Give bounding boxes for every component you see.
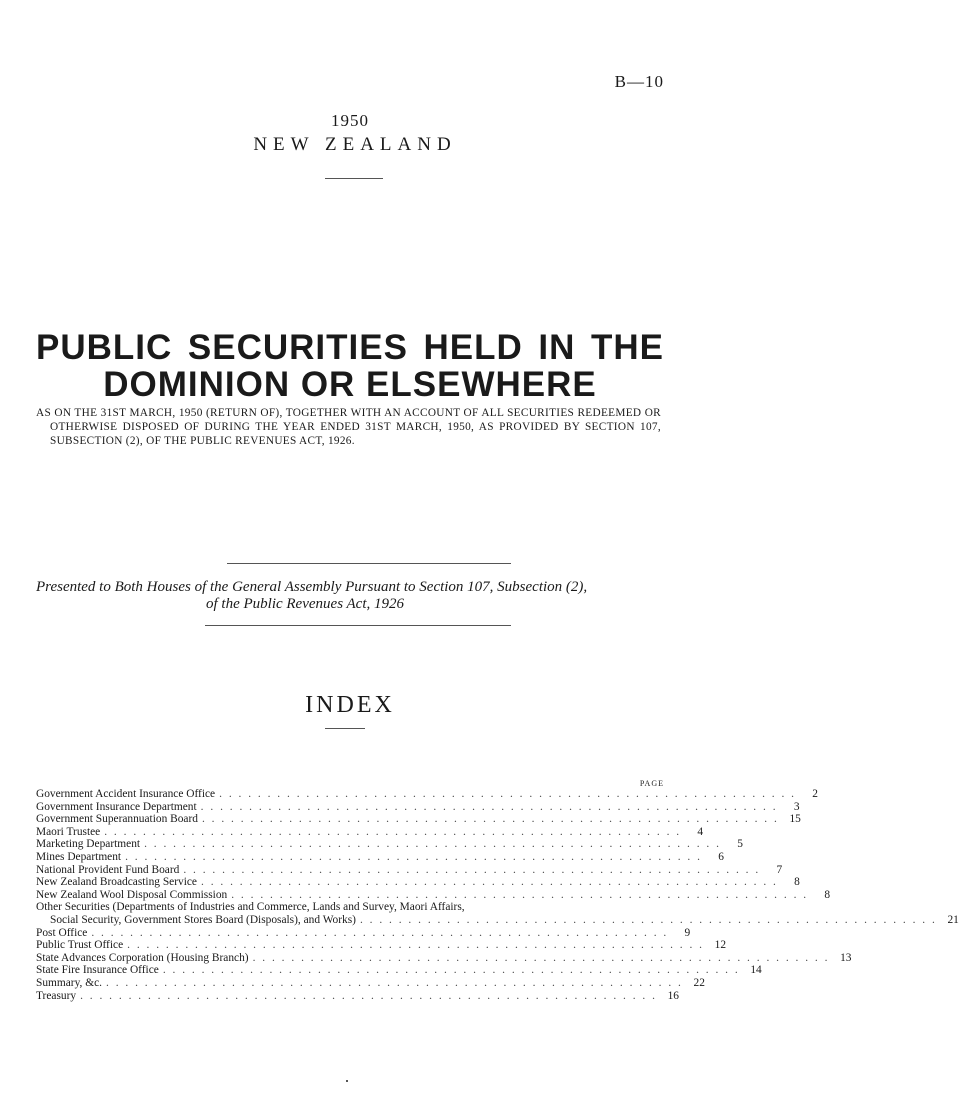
index-entry — [36, 939, 727, 952]
index-entry-page: 12 — [714, 939, 727, 952]
main-title-line-1 — [36, 328, 664, 368]
dot-leader: . . . . . . . . . . . . . . . . . . . . . . . . . . . . . . . . . . . . . . . . . . . . . . . . . . . . . . . . . . . . — [144, 838, 721, 851]
dot-leader: . . . . . . . . . . . . . . . . . . . . . . . . . . . . . . . . . . . . . . . . . . . . . . . . . . . . . . . . . . . . — [104, 825, 682, 838]
index-entry — [36, 964, 762, 977]
index-entry-label: New Zealand Broadcasting Service — [36, 876, 197, 889]
title-word: PUBLIC — [36, 328, 173, 367]
title-word: HELD — [423, 328, 523, 367]
index-entry-label: Post Office — [36, 926, 88, 939]
index-entry-label: National Provident Fund Board — [36, 863, 180, 876]
dot-leader: . . . . . . . . . . . . . . . . . . . . . . . . . . . . . . . . . . . . . . . . . . . . . . . . . . . . . . . . . . . . — [201, 876, 778, 889]
index-entry-label: Treasury — [36, 989, 77, 1002]
index-entry-continuation — [36, 913, 959, 927]
index-entry — [36, 838, 743, 851]
dot-leader: . . . . . . . . . . . . . . . . . . . . . . . . . . . . . . . . . . . . . . . . . . . . . . . . . . . . . . . . . . . . — [200, 800, 778, 813]
dot-leader: . . . . . . . . . . . . . . . . . . . . . . . . . . . . . . . . . . . . . . . . . . . . . . . . . . . . . . . . . . . . — [125, 850, 702, 863]
index-entry-page: 4 — [697, 825, 704, 838]
index-entry-label: State Fire Insurance Office — [36, 964, 159, 977]
index-entry-label: Maori Trustee — [36, 825, 101, 838]
index-entry-page: 5 — [737, 838, 743, 851]
index-entry-label-continued: Social Security, Government Stores Board (Disposals), and Works) — [50, 913, 356, 926]
presented-line-1: Presented to Both Houses of the General Assembly Pursuant to Section 107, Subsection (2), — [36, 579, 588, 595]
index-entry-page: 15 — [789, 813, 801, 826]
index-entry-page: 2 — [812, 788, 818, 800]
index-entry — [36, 813, 801, 826]
index-entry-page: 21 — [947, 913, 959, 926]
index-entry-page: 8 — [824, 888, 831, 901]
title-word: SECURITIES — [187, 328, 408, 367]
index-entry — [36, 800, 800, 814]
index-entry-label: Summary, &c. — [36, 976, 103, 989]
dot-leader: . . . . . . . . . . . . . . . . . . . . . . . . . . . . . . . . . . . . . . . . . . . . . . . . . . . . . . . . . . . . — [106, 976, 683, 989]
document-year: 1950 — [331, 111, 369, 130]
index-entry — [36, 850, 724, 864]
dot-leader: . . . . . . . . . . . . . . . . . . . . . . . . . . . . . . . . . . . . . . . . . . . . . . . . . . . . . . . . . . . . — [183, 863, 761, 876]
document-subtitle: AS ON THE 31ST MARCH, 1950 (RETURN OF), TOGETHER WITH AN ACCOUNT OF ALL SECURITIES REDEEMED OR OTHERWISE DISPOSED OF DURING THE YEAR ENDED 31ST MARCH, 1950, AS PROVIDED BY SECTION 107, SUBSECTION (2), OF THE PUBLIC REVENUES ACT, 1926. — [36, 407, 661, 447]
dot-leader: . . . . . . . . . . . . . . . . . . . . . . . . . . . . . . . . . . . . . . . . . . . . . . . . . . . . . . . . . . . . — [231, 888, 809, 901]
index-entry-label: New Zealand Wool Disposal Commission — [36, 888, 228, 901]
index-entry — [36, 863, 783, 877]
title-word: THE — [590, 328, 664, 367]
index-entry — [36, 926, 691, 940]
country-heading: NEW ZEALAND — [253, 134, 457, 155]
dot-leader: . . . . . . . . . . . . . . . . . . . . . . . . . . . . . . . . . . . . . . . . . . . . . . . . . . . . . . . . . . . . — [219, 788, 796, 800]
index-entry-label: Government Superannuation Board — [36, 813, 198, 826]
index-entry-page: 7 — [776, 863, 783, 876]
index-entry — [36, 876, 800, 889]
dot-leader: . . . . . . . . . . . . . . . . . . . . . . . . . . . . . . . . . . . . . . . . . . . . . . . . . . . . . . . . . . . . — [127, 939, 705, 952]
index-entry — [36, 825, 704, 839]
dot-leader: . . . . . . . . . . . . . . . . . . . . . . . . . . . . . . . . . . . . . . . . . . . . . . . . . . . . . . . . . . . . — [201, 813, 779, 826]
index-entry-label: Marketing Department — [36, 838, 141, 851]
index-entry-page: 22 — [693, 976, 705, 989]
dot-leader: . . . . . . . . . . . . . . . . . . . . . . . . . . . . . . . . . . . . . . . . . . . . . . . . . . . . . . . . . . . . — [80, 989, 657, 1002]
index-entry — [36, 888, 831, 902]
index-entry-page: 8 — [794, 876, 800, 889]
index-entry-label: Government Accident Insurance Office — [36, 788, 216, 800]
index-entry — [36, 976, 705, 990]
page-mark — [346, 1080, 348, 1082]
index-entry-label: Other Securities (Departments of Industries and Commerce, Lands and Survey, Maori Affairs, — [36, 901, 465, 914]
index-title: INDEX — [305, 692, 395, 718]
index-entry-label: Mines Department — [36, 850, 122, 863]
index-entry — [36, 788, 818, 801]
index-divider — [325, 728, 365, 729]
index-entry — [36, 901, 668, 914]
index-entry-label: Government Insurance Department — [36, 800, 197, 813]
presented-line-2: of the Public Revenues Act, 1926 — [206, 596, 404, 612]
header-divider — [325, 178, 383, 179]
index-entry-page: 6 — [718, 850, 724, 863]
presented-top-divider — [227, 563, 511, 564]
index-entry-page: 14 — [750, 964, 762, 977]
document-reference: B—10 — [614, 72, 664, 91]
dot-leader: . . . . . . . . . . . . . . . . . . . . . . . . . . . . . . . . . . . . . . . . . . . . . . . . . . . . . . . . . . . . — [91, 926, 669, 939]
index-entry-page: 3 — [793, 800, 800, 813]
presented-statement — [36, 579, 666, 613]
index-entry — [36, 989, 679, 1003]
dot-leader: . . . . . . . . . . . . . . . . . . . . . . . . . . . . . . . . . . . . . . . . . . . . . . . . . . . . . . . . . . . . — [359, 913, 937, 926]
index-list — [36, 788, 959, 1002]
index-entry-page: 9 — [684, 926, 691, 939]
index-entry-label: State Advances Corporation (Housing Branch) — [36, 951, 249, 964]
dot-leader: . . . . . . . . . . . . . . . . . . . . . . . . . . . . . . . . . . . . . . . . . . . . . . . . . . . . . . . . . . . . — [162, 964, 740, 977]
page-column-header: PAGE — [639, 779, 664, 788]
title-word: IN — [538, 328, 576, 367]
presented-bottom-divider — [205, 625, 511, 626]
main-title-line-2: DOMINION OR ELSEWHERE — [103, 365, 597, 404]
dot-leader: . . . . . . . . . . . . . . . . . . . . . . . . . . . . . . . . . . . . . . . . . . . . . . . . . . . . . . . . . . . . — [252, 951, 830, 964]
index-entry-page: 13 — [840, 951, 852, 964]
index-entry-label: Public Trust Office — [36, 939, 124, 952]
index-entry-page: 16 — [667, 989, 679, 1002]
index-entry — [36, 951, 852, 965]
